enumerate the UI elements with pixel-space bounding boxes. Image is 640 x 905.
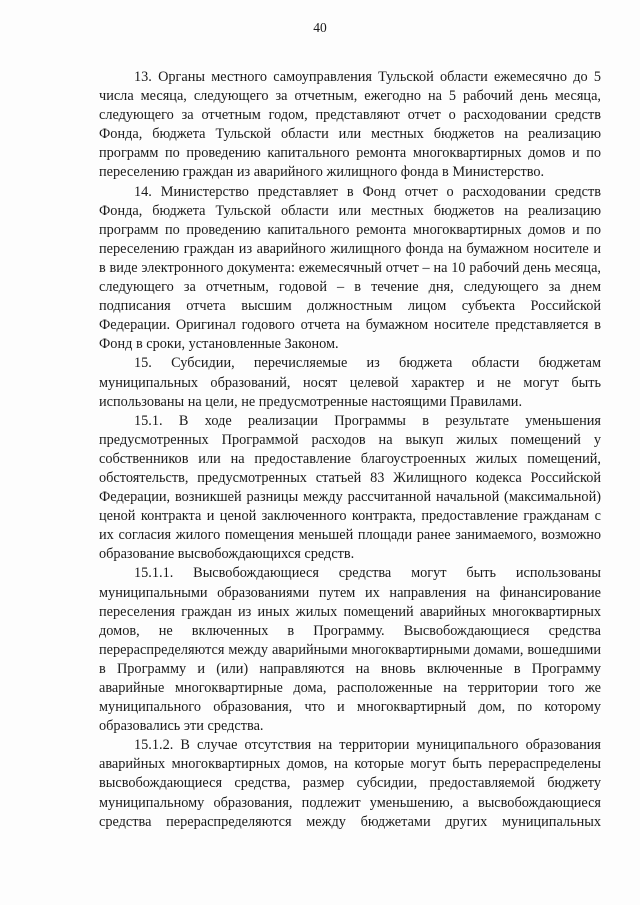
paragraph-13: 13. Органы местного самоуправления Тульской области ежемесячно до 5 числа месяца, следующего за отчетным, ежегодно на 5 рабочий день месяца, следующего за отчетным годом, представляют отчет о расходовании средств Фонда, бюджета Тульской области или местных бюджетов на реализацию программ по проведению капитального ремонта многоквартирных домов и по переселению граждан из аварийного жилищного фонда в Министерство.: [99, 69, 601, 181]
paragraph-15-1-2: 15.1.2. В случае отсутствия на территории муниципального образования аварийных многоквартирных домов, на которые могут быть перераспределены высвобождающиеся средства, размер субсидии, предоставляемой бюджету муниципальному образования, подлежит уменьшению, а высвобождающиеся средства перераспределяются между бюджетами других муниципальных: [99, 737, 601, 830]
paragraph-15-1-1: 15.1.1. Высвобождающиеся средства могут быть использованы муниципальными образованиями путем их направления на финансирование переселения граждан из иных жилых помещений аварийных многоквартирных домов, не включенных в Программу. Высвобождающиеся средства перераспределяются между аварийными многоквартирными домами, вошедшими в Программу и (или) направляются на вновь включенные в Программу аварийные многоквартирные дома, расположенные на территории того же муниципального образования, что и многоквартирный дом, по которому образовались эти средства.: [99, 565, 601, 735]
paragraph-14: 14. Министерство представляет в Фонд отчет о расходовании средств Фонда, бюджета Тульской области или местных бюджетов на реализацию программ по проведению капитального ремонта многоквартирных домов и по переселению граждан из аварийного жилищного фонда на бумажном носителе и в виде электронного документа: ежемесячный отчет – на 10 рабочий день месяца, следующего за отчетным, годовой – в течение дня, следующего за днем подписания отчета высшим должностным лицом субъекта Российской Федерации. Оригинал годового отчета на бумажном носителе представляется в Фонд в сроки, установленные Законом.: [99, 183, 601, 353]
paragraph-15-1: 15.1. В ходе реализации Программы в результате уменьшения предусмотренных Программой расходов на выкуп жилых помещений у собственников или на предоставление благоустроенных жилых помещений, обстоятельств, предусмотренных статьей 83 Жилищного кодекса Российской Федерации, возникшей разницы между рассчитанной начальной (максимальной) ценой контракта и ценой заключенного контракта, предоставление гражданам с их согласия жилого помещения меньшей площади ранее занимаемого, возможно образование высвобождающихся средств.: [99, 412, 601, 563]
page-number: 40: [313, 20, 327, 35]
document-body: [99, 68, 601, 832]
paragraph-15: 15. Субсидии, перечисляемые из бюджета области бюджетам муниципальных образований, носят целевой характер и не могут быть использованы на цели, не предусмотренные настоящими Правилами.: [99, 355, 601, 410]
